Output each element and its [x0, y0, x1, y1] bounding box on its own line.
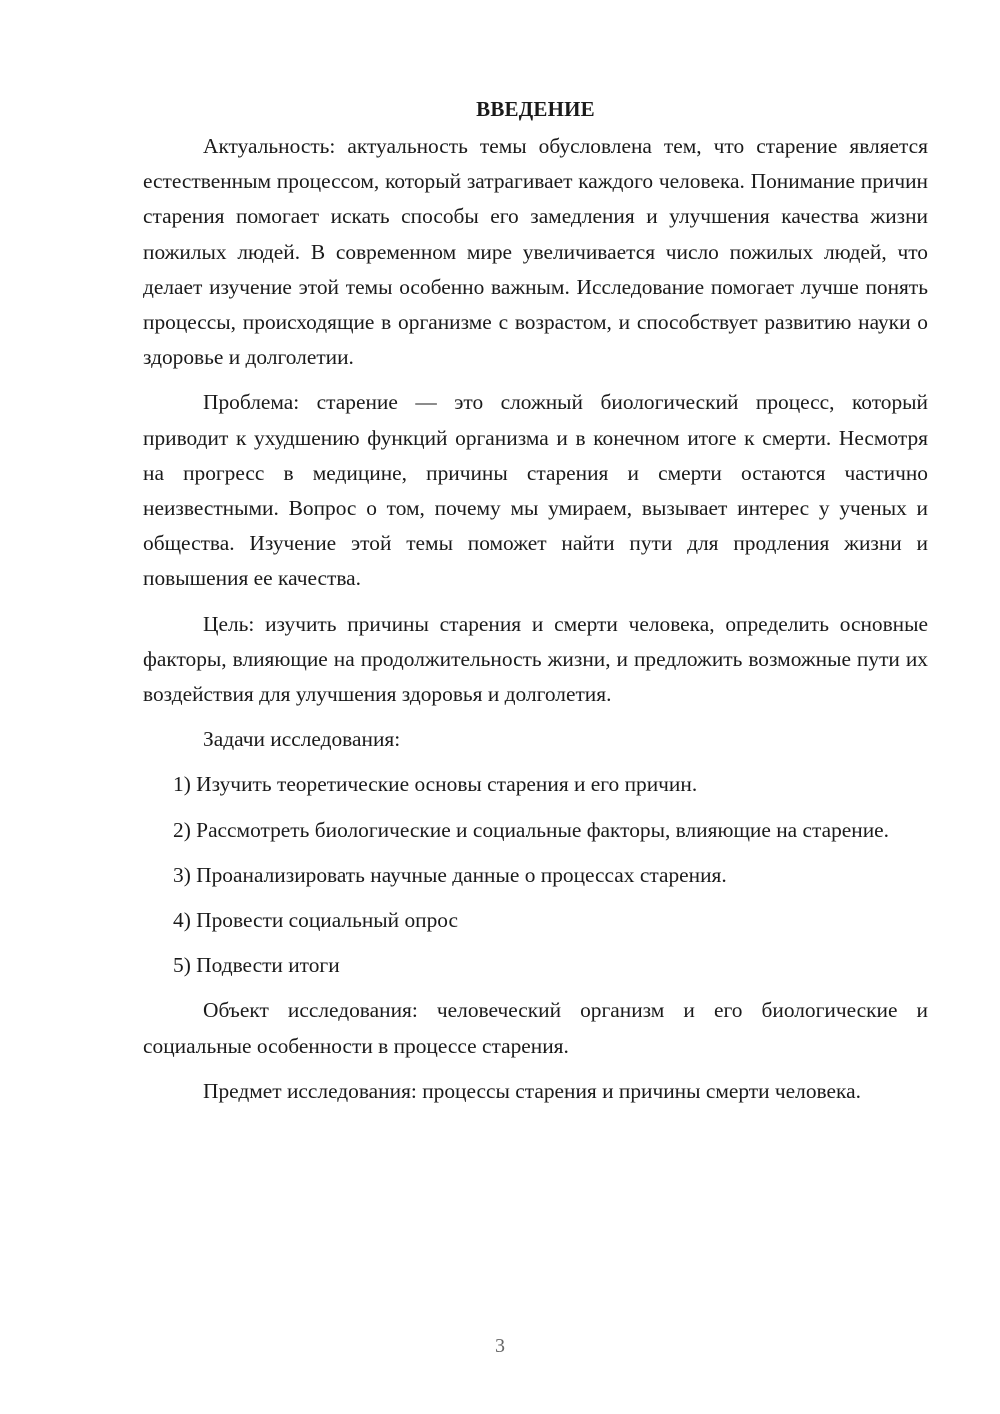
list-item-task-1: 1) Изучить теоретические основы старения и его причин.	[173, 772, 698, 797]
paragraph-goal: Цель: изучить причины старения и смерти человека, определить основные факторы, влияющие на продолжительность жизни, и предложить возможные пути их воздействия для улучшения здоровья и долголетия.	[143, 611, 928, 707]
paragraph-tasks-heading: Задачи исследования:	[203, 727, 401, 752]
paragraph-problem: Проблема: старение — это сложный биологический процесс, который приводит к ухудшению функций организма и в конечном итоге к смерти. Несмотря на прогресс в медицине, причины старения и смерти остаются частично неизвестными. Вопрос о том, почему мы умираем, вызывает интерес у ученых и общества. Изучение этой темы поможет найти пути для продления жизни и повышения ее качества.	[143, 390, 928, 591]
list-item-task-5: 5) Подвести итоги	[173, 953, 340, 978]
list-item-task-4: 4) Провести социальный опрос	[173, 908, 459, 933]
page-number: 3	[495, 1335, 505, 1357]
document-page	[143, 92, 928, 1109]
list-item-task-2: 2) Рассмотреть биологические и социальные факторы, влияющие на старение.	[173, 817, 890, 842]
paragraph-relevance: Актуальность: актуальность темы обусловлена тем, что старение является естественным процессом, который затрагивает каждого человека. Понимание причин старения помогает искать способы его замедления и улучшения качества жизни пожилых людей. В современном мире увеличивается число пожилых людей, что делает изучение этой темы особенно важным. Исследование помогает лучше понять процессы, происходящие в организме с возрастом, и способствует развитию науки о здоровье и долголетии.	[143, 134, 928, 370]
list-item-task-3: 3) Проанализировать научные данные о процессах старения.	[173, 862, 727, 887]
page-title: ВВЕДЕНИЕ	[476, 97, 595, 121]
paragraph-subject: Предмет исследования: процессы старения и причины смерти человека.	[203, 1078, 861, 1103]
paragraph-object: Объект исследования: человеческий организм и его биологические и социальные особенности в процессе старения.	[143, 998, 928, 1058]
